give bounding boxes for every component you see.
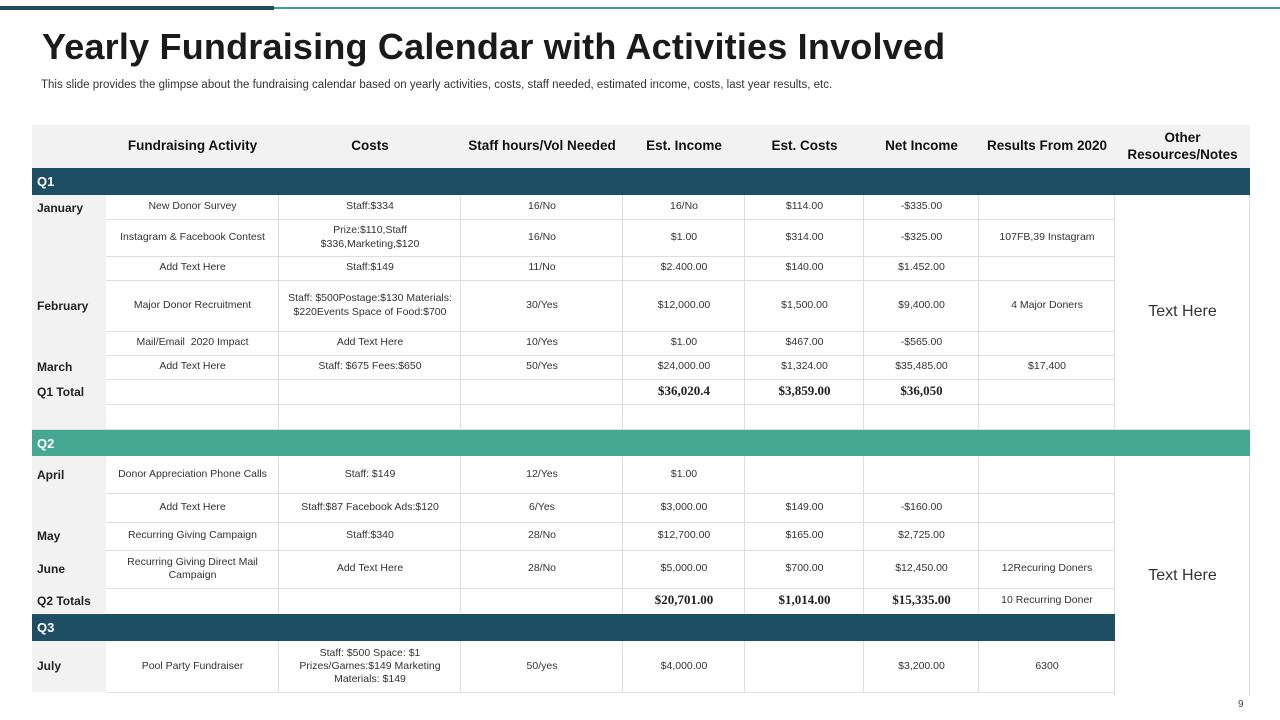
q2-row3-est-costs: $165.00 <box>785 529 824 542</box>
q2-band <box>32 430 1250 456</box>
q1-row5-staff: 10/Yes <box>526 336 558 349</box>
q1-row4-costs: Staff: $500Postage:$130 Materials: $220Events Space of Food:$700 <box>288 292 452 318</box>
q1-row6-income: $24,000.00 <box>657 360 711 373</box>
q3-label: Q3 <box>37 620 55 635</box>
q1-row5-est-costs: $467.00 <box>785 336 824 349</box>
q1-row6-staff: 50/Yes <box>526 360 558 373</box>
month-may: May <box>37 529 61 543</box>
q2-row2-staff: 6/Yes <box>529 500 555 513</box>
q2-row1-staff: 12/Yes <box>526 467 558 480</box>
q1-row5-costs: Add Text Here <box>336 336 404 349</box>
header-results-2020: Results From 2020 <box>986 138 1108 154</box>
q1-row6-costs: Staff: $675 Fees:$650 <box>318 360 422 373</box>
top-accent-bar-dark <box>0 6 274 10</box>
q1-row2-staff: 16/No <box>527 230 557 243</box>
q2-notes: Text Here <box>1148 567 1217 584</box>
q2-row1-net <box>864 456 979 493</box>
q1-row5-results <box>979 331 1115 355</box>
q1-row1-activity: New Donor Survey <box>148 200 237 213</box>
q1-row3-net: $1.452.00 <box>898 261 945 274</box>
q1-row4-activity: Major Donor Recruitment <box>133 298 252 311</box>
row-divider <box>106 404 1115 405</box>
q1-total-income: $36,020.4 <box>658 383 710 399</box>
q2-total-results: 10 Recurring Doner <box>1001 593 1093 606</box>
month-june: June <box>37 562 66 576</box>
q3-row1-results: 6300 <box>1035 659 1059 672</box>
header-est-income: Est. Income <box>646 138 722 154</box>
q2-total-label: Q2 Totals <box>37 594 91 608</box>
q1-row3-results <box>979 256 1115 280</box>
q2-row3-staff: 28/No <box>527 529 557 542</box>
q1-row1-net: -$335.00 <box>900 200 943 213</box>
q2-total-net: $15,335.00 <box>892 592 951 608</box>
q2-row3-activity: Recurring Giving Campaign <box>128 529 257 542</box>
q2-row3-income: $12,700.00 <box>657 529 711 542</box>
q1-row2-activity: Instagram & Facebook Contest <box>120 230 265 243</box>
q1-row3-income: $2.400.00 <box>660 261 708 274</box>
q1-row3-activity: Add Text Here <box>159 261 226 274</box>
q2-row2-income: $3,000.00 <box>660 500 708 513</box>
q1-row1-results <box>979 195 1115 219</box>
q3-band <box>32 614 1115 641</box>
q1-row2-costs: Prize:$110,Staff $336,Marketing,$120 <box>320 224 420 250</box>
q1-label: Q1 <box>37 174 55 189</box>
q1-row6-net: $35,485.00 <box>895 360 948 373</box>
q2-row1-income: $1.00 <box>670 467 698 480</box>
q2-row2-costs: Staff:$87 Facebook Ads:$120 <box>301 500 439 513</box>
month-february: February <box>37 299 89 313</box>
q1-row3-staff: 11/No <box>528 261 556 274</box>
month-april: April <box>37 468 65 482</box>
q2-row1-activity: Donor Appreciation Phone Calls <box>118 467 267 480</box>
q1-total-net: $36,050 <box>900 383 943 399</box>
q2-row2-activity: Add Text Here <box>159 500 226 513</box>
q2-row4-net: $12,450.00 <box>895 562 948 575</box>
month-july: July <box>37 659 62 673</box>
q1-row2-income: $1.00 <box>670 230 698 243</box>
q2-label: Q2 <box>37 435 55 451</box>
month-march: March <box>37 360 73 374</box>
q2-row3-net: $2,725.00 <box>898 529 945 542</box>
q1-row2-net: -$325.00 <box>900 230 943 243</box>
q3-row1-staff: 50/yes <box>526 659 558 672</box>
header-fundraising-activity: Fundraising Activity <box>127 138 258 154</box>
page-number: 9 <box>1238 699 1244 710</box>
page-subtitle: This slide provides the glimpse about the fundraising calendar based on yearly activities, costs, staff needed, estimated income, costs, last year results, etc. <box>41 79 833 91</box>
q2-row4-staff: 28/No <box>527 562 557 575</box>
q2-row1-costs: Staff: $149 <box>344 467 396 480</box>
q3-row1-costs: Staff: $500 Space: $1 Prizes/Games:$149 Marketing Materials: $149 <box>299 646 441 686</box>
q3-row1-net: $3,200.00 <box>898 659 945 672</box>
q1-total-label: Q1 Total <box>37 385 85 399</box>
q1-row5-net: -$565.00 <box>900 336 943 349</box>
q1-row1-costs: Staff:$334 <box>346 200 394 213</box>
q2-row4-costs: Add Text Here <box>336 562 404 575</box>
q1-row4-staff: 30/Yes <box>526 298 558 311</box>
q1-row3-est-costs: $140.00 <box>785 261 824 274</box>
q2-total-income: $20,701.00 <box>654 592 714 608</box>
q1-row4-income: $12,000.00 <box>657 298 711 311</box>
q2-row3-costs: Staff:$340 <box>346 529 394 542</box>
q1-row6-est-costs: $1,324.00 <box>781 360 828 373</box>
q1-row4-est-costs: $1,500.00 <box>781 298 828 311</box>
q1-row1-staff: 16/No <box>527 200 557 213</box>
q2-row2-net: -$160.00 <box>900 500 943 513</box>
q2-row3-results <box>979 522 1115 550</box>
q1-row6-results: $17,400 <box>1028 360 1066 373</box>
q1-row2-est-costs: $314.00 <box>785 230 824 243</box>
q1-row1-est-costs: $114.00 <box>785 200 824 213</box>
q1-row5-income: $1.00 <box>670 336 698 349</box>
header-est-costs: Est. Costs <box>771 138 838 154</box>
q1-row4-net: $9,400.00 <box>898 298 945 311</box>
q3-row1-activity: Pool Party Fundraiser <box>141 659 244 672</box>
top-accent-bar-teal <box>274 7 1280 9</box>
month-january: January <box>37 201 84 215</box>
q2-row4-activity: Recurring Giving Direct Mail Campaign <box>127 555 258 581</box>
q2-row4-income: $5,000.00 <box>660 562 708 575</box>
header-other-notes: Other Resources/Notes <box>1127 129 1238 162</box>
q2-row1-est-costs <box>745 456 864 493</box>
q3-row1-income: $4,000.00 <box>660 659 708 672</box>
row-divider <box>106 692 1115 693</box>
q1-band <box>32 168 1250 195</box>
q2-row4-results: 12Recuring Doners <box>1001 562 1093 575</box>
header-net-income: Net Income <box>885 138 958 154</box>
q3-row1-est-costs <box>745 641 864 692</box>
q1-row4-results: 4 Major Doners <box>1011 298 1083 311</box>
q2-row2-results <box>979 493 1115 522</box>
q1-row1-income: 16/No <box>669 200 699 213</box>
q2-row1-results <box>979 456 1115 493</box>
q2-row2-est-costs: $149.00 <box>785 500 824 513</box>
header-costs: Costs <box>351 138 389 154</box>
q1-total-est-costs: $3,859.00 <box>778 383 831 399</box>
q2-total-est-costs: $1,014.00 <box>778 592 831 608</box>
q1-row3-costs: Staff:$149 <box>346 261 394 274</box>
page-title: Yearly Fundraising Calendar with Activities Involved <box>42 26 946 67</box>
header-staff-hours: Staff hours/Vol Needed <box>468 138 616 154</box>
q1-row5-activity: Mail/Email 2020 Impact <box>136 336 249 349</box>
q1-notes: Text Here <box>1148 303 1217 320</box>
q1-row2-results: 107FB,39 Instagram <box>999 230 1095 243</box>
q2-row4-est-costs: $700.00 <box>785 562 824 575</box>
q1-row6-activity: Add Text Here <box>159 360 226 373</box>
